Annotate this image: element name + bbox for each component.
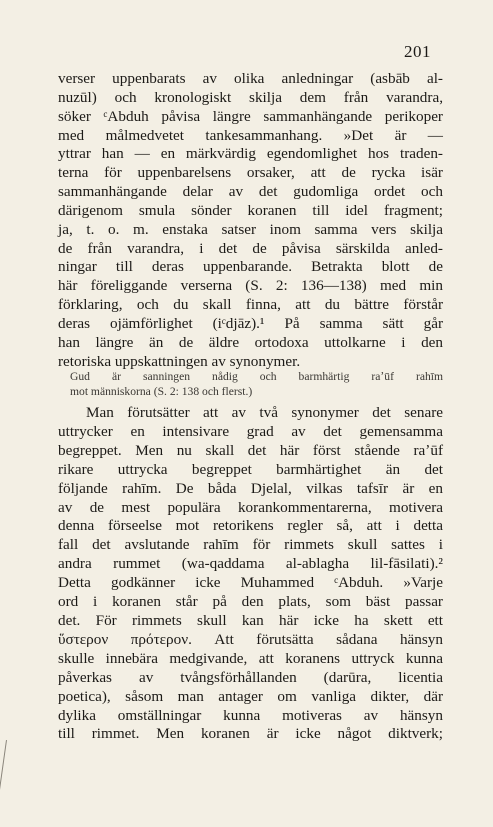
text-line: verser uppenbarats av olika anledningar (asbāb al- xyxy=(58,70,443,87)
text-line: till rimmet. Men koranen är icke något diktverk; xyxy=(58,725,443,743)
block-quote xyxy=(58,370,443,399)
text-line: påverkas av tvångsförhållanden (darūra, licentia xyxy=(58,668,443,686)
text-line: här föreliggande verserna (S. 2: 136—138) med min xyxy=(58,277,443,295)
text-line: Man förutsätter att av två synonymer det senare xyxy=(86,404,443,421)
text-line: dylika omställningar kunna motiveras av hänsyn xyxy=(58,706,443,724)
text-line: yttrar han — en märkvärdig egendomlighet hos traden- xyxy=(58,145,443,163)
text-line: de från varandra, i det de påvisa särskilda anled- xyxy=(58,239,443,257)
text-line: begreppet. Men nu skall det här först stående raʼūf xyxy=(58,441,443,459)
text-line: andra rummet (wa-qaddama al-ablagha lil-fāsilati).² xyxy=(58,555,443,573)
text-line: ὕστερον πρότερον. Att förutsätta sådana hänsyn xyxy=(58,630,443,648)
text-line: förklaring, och du skall finna, att du bättre förstår xyxy=(58,296,443,314)
text-line: ningar till deras uppenbarande. Betrakta blott de xyxy=(58,258,443,276)
text-line: sammanhängande delar av det gudomliga ordet och xyxy=(58,183,443,201)
text-line: följande rahīm. De båda Djelal, vilkas tafsīr är en xyxy=(58,479,443,497)
text-line: han längre än de äldre ortodoxa uttolkarne i den xyxy=(58,333,443,351)
quote-line: mot människorna (S. 2: 138 och flerst.) xyxy=(70,384,253,398)
text-line: därigenom smula sönder koranen till idel fragment; xyxy=(58,201,443,219)
text-line: nuzūl) och kronologiskt skilja dem från varandra, xyxy=(58,88,443,106)
text-line: denna förseelse mot retorikens regler så, att i detta xyxy=(58,517,443,535)
quote-line: Gud är sanningen nådig och barmhärtig raʼūf rahīm xyxy=(70,370,443,383)
page-number: 201 xyxy=(404,42,431,61)
paragraph-2 xyxy=(58,404,443,744)
text-line: rikare uttrycka begreppet barmhärtighet än det xyxy=(58,460,443,478)
text-line: av de mest populära korankommentarerna, motivera xyxy=(58,498,443,516)
text-line: det. För rimmets skull kan här icke ha skett ett xyxy=(58,611,443,629)
text-line: med målmedvetet tankesammanhang. »Det är — xyxy=(58,126,443,144)
text-line: söker ᶜAbduh påvisa längre sammanhängande perikoper xyxy=(58,107,443,125)
text-line: ord i koranen står på den plats, som bäst passar xyxy=(58,593,443,611)
paragraph-1 xyxy=(58,70,443,372)
text-line: terna för uppenbarelsens orsaker, att de rycka isär xyxy=(58,164,443,182)
text-line: retoriska uppskattningen av synonymer. xyxy=(58,352,301,370)
text-line: Detta godkänner icke Muhammed ᶜAbduh. »Varje xyxy=(58,574,443,592)
text-line: uttrycker en intensivare grad av det gemensamma xyxy=(58,422,443,440)
text-line: fall det avslutande rahīm för rimmets skull sattes i xyxy=(58,536,443,554)
margin-pencil-mark xyxy=(0,740,7,819)
text-line: deras ojämförlighet (iᶜdjāz).¹ På samma sätt går xyxy=(58,314,443,332)
text-line: skulle innebära medgivande, att koranens uttryck kunna xyxy=(58,649,443,667)
text-line: poetica), såsom man antager om vanliga dikter, där xyxy=(58,687,443,705)
text-line: ja, t. o. m. enstaka satser inom samma vers skilja xyxy=(58,220,443,238)
